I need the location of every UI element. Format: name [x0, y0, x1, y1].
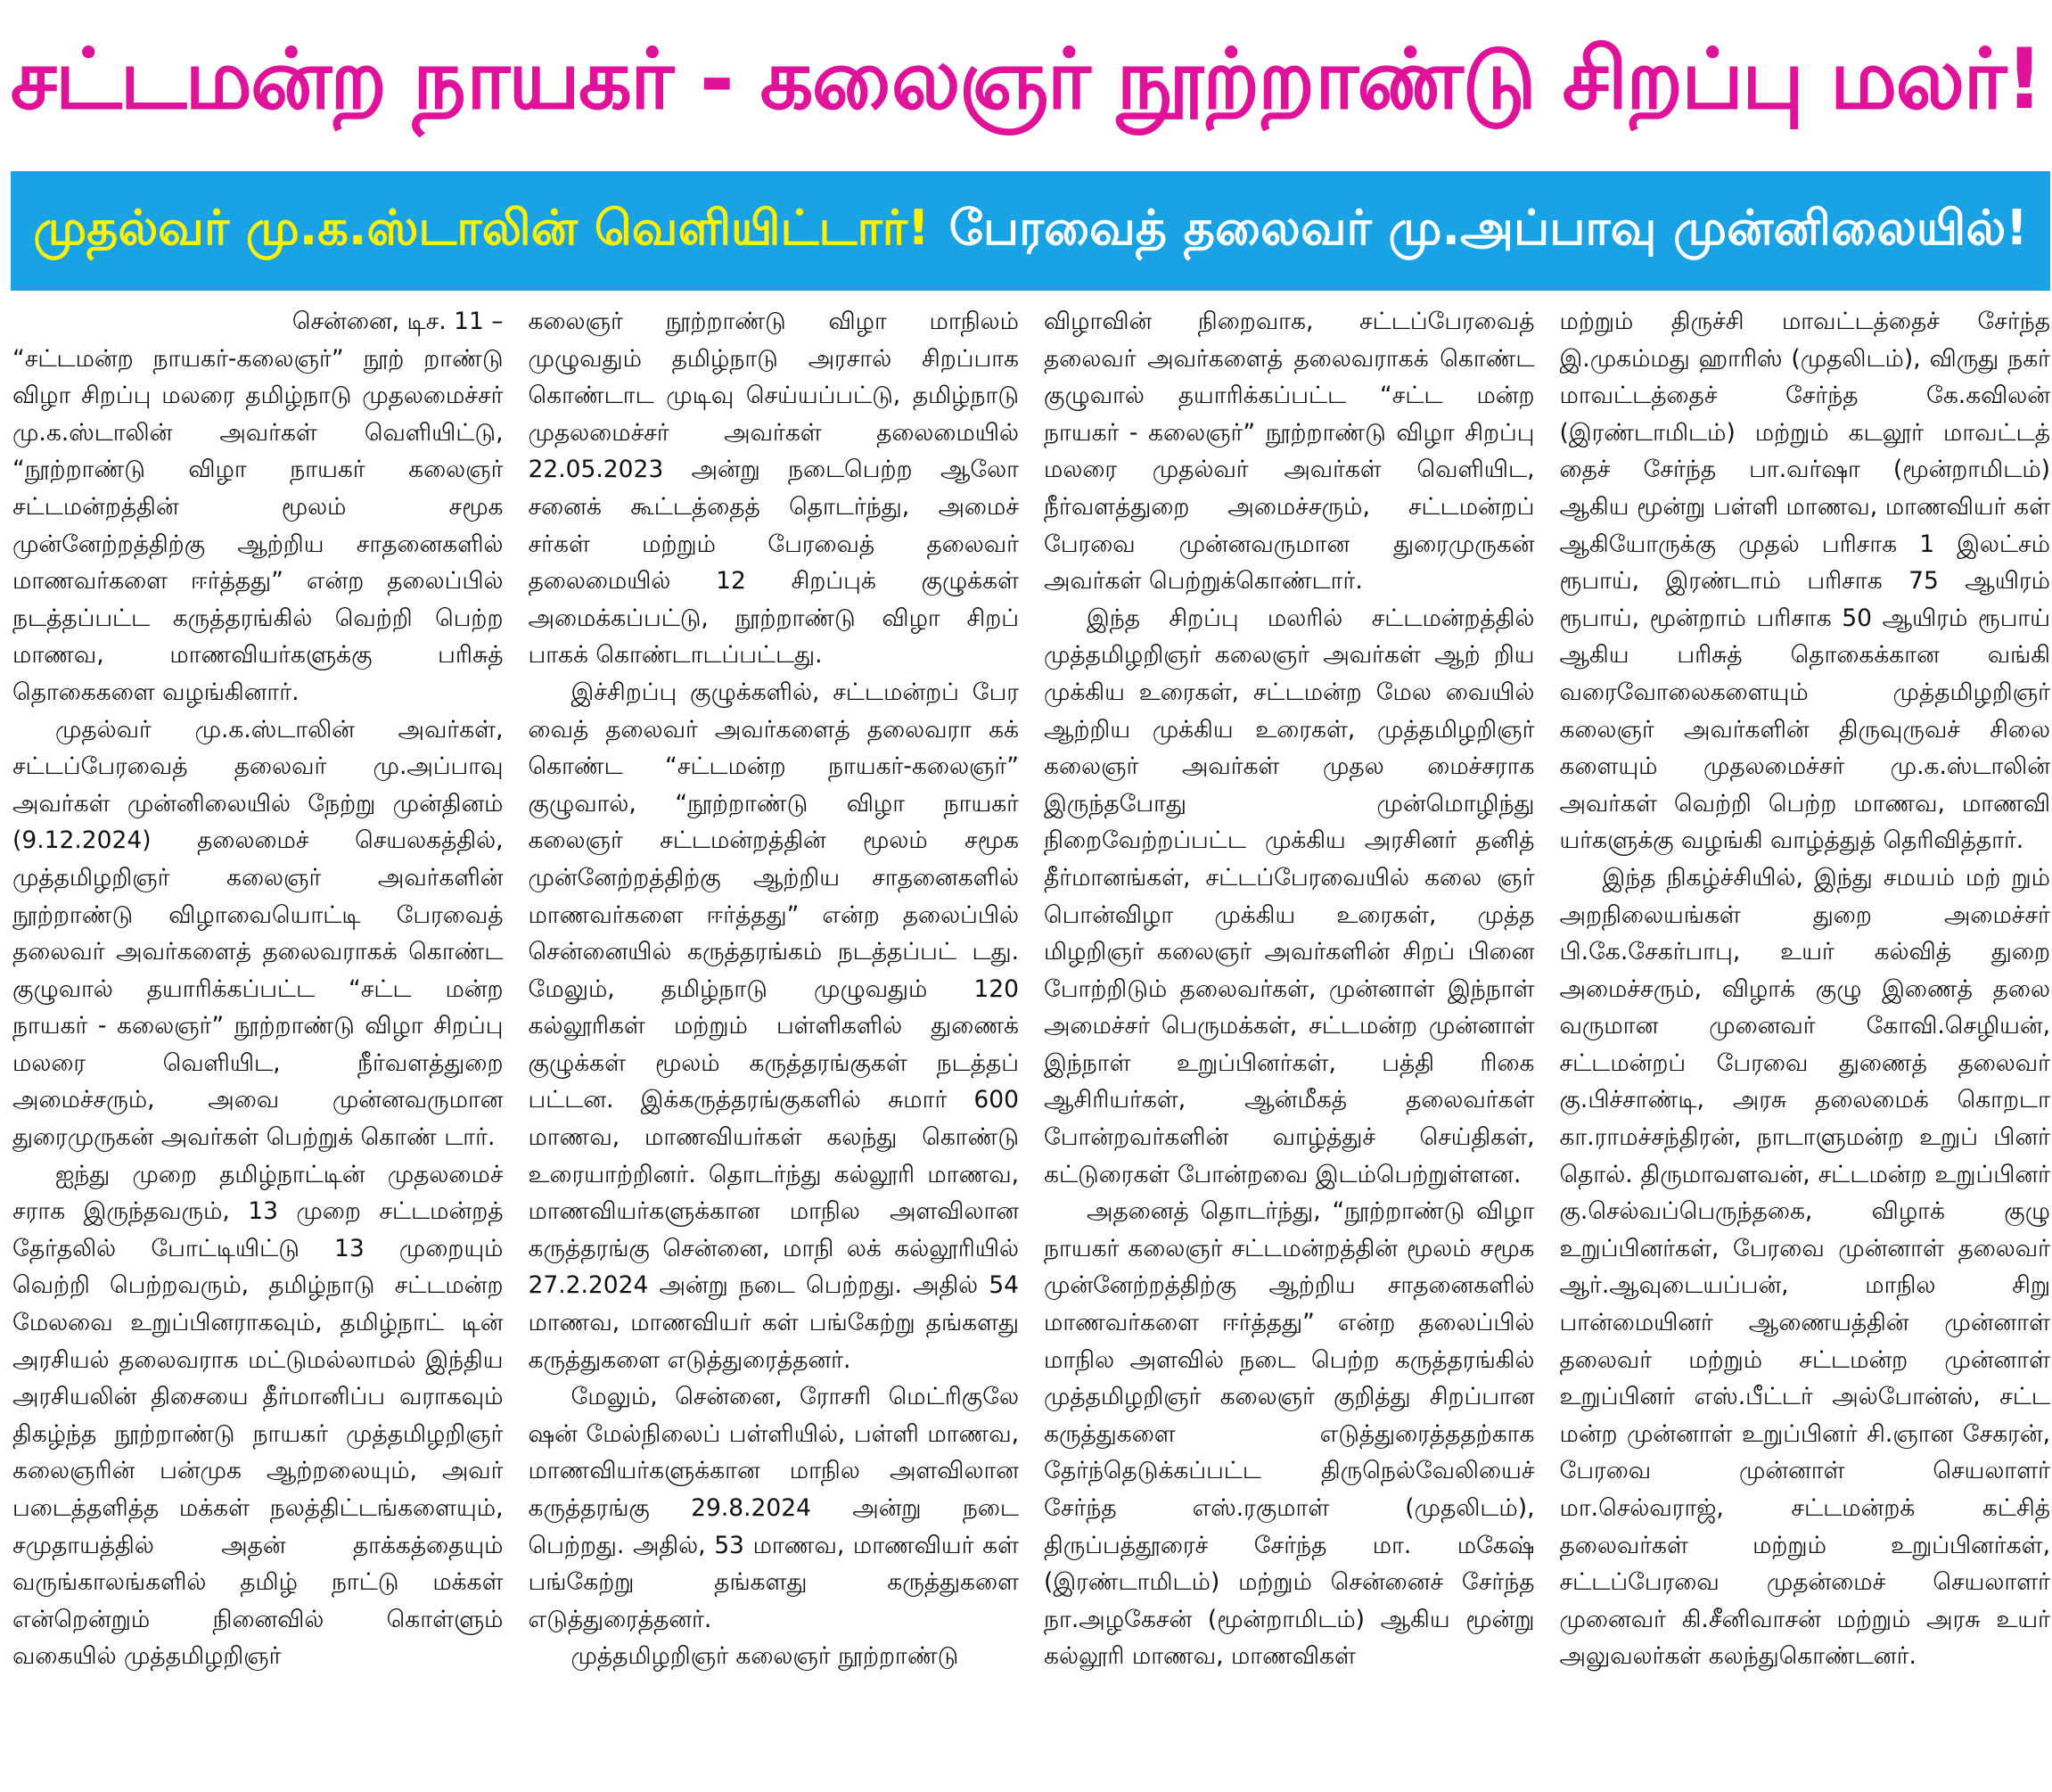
paragraph: மற்றும் திருச்சி மாவட்டத்தைச் சேர்ந்த இ.முகம்மது ஹாரிஸ் (முதலிடம்), விருது நகர் மாவட்டத்தைச் சேர்ந்த கே.கவிலன் (இரண்டாமிடம்) மற்றும் கடலூர் மாவட்டத் தைச் சேர்ந்த பா.வர்ஷா (மூன்றாமிடம்) ஆகிய மூன்று பள்ளி மாணவ, மாணவியர் கள் ஆகியோருக்கு முதல் பரிசாக 1 இலட்சம் ரூபாய், இரண்டாம் பரிசாக 75 ஆயிரம் ரூபாய், மூன்றாம் பரிசாக 50 ஆயிரம் ரூபாய் ஆகிய பரிசுத் தொகைக்கான வங்கி வரைவோலைகளையும் முத்தமிழறிஞர் கலைஞர் அவர்களின் திருவுருவச் சிலை களையும் முதலமைச்சர் மு.க.ஸ்டாலின் அவர்கள் வெற்றி பெற்ற மாணவ, மாணவி யர்களுக்கு வழங்கி வாழ்த்துத் தெரிவித்தார். [1559, 308, 2050, 855]
paragraph: முதல்வர் மு.க.ஸ்டாலின் அவர்கள், சட்டப்பேரவைத் தலைவர் மு.அப்பாவு அவர்கள் முன்னிலையில் நேற்று முன்தினம் (9.12.2024) தலைமைச் செயலகத்தில், முத்தமிழறிஞர் கலைஞர் அவர்களின் நூற்றாண்டு விழாவையொட்டி பேரவைத் தலைவர் அவர்களைத் தலைவராகக் கொண்ட குழுவால் தயாரிக்கப்பட்ட “சட்ட மன்ற நாயகர் - கலைஞர்” நூற்றாண்டு விழா சிறப்பு மலரை வெளியிட, நீர்வளத்துறை அமைச்சரும், அவை முன்னவருமான துரைமுருகன் அவர்கள் பெற்றுக் கொண் டார். [12, 715, 504, 1152]
headline: சட்டமன்ற நாயகர் - கலைஞர் நூற்றாண்டு சிறப்பு மலர்! [10, 30, 2042, 128]
subheadline-part1: முதல்வர் மு.க.ஸ்டாலின் வெளியிட்டார்! [33, 199, 930, 256]
subheadline-banner [11, 171, 2050, 291]
article-column-4 [1560, 303, 2051, 1788]
paragraph: “சட்டமன்ற நாயகர்-கலைஞர்” நூற் றாண்டு விழா சிறப்பு மலரை தமிழ்நாடு முதலமைச்சர் மு.க.ஸ்டாலின் அவர்கள் வெளியிட்டு, “நூற்றாண்டு விழா நாயகர் கலைஞர் சட்டமன்றத்தின் மூலம் சமூக முன்னேற்றத்திற்கு ஆற்றிய சாதனைகளில் மாணவர்களை ஈர்த்தது” என்ற தலைப்பில் நடத்தப்பட்ட கருத்தரங்கில் வெற்றி பெற்ற மாணவ, மாணவியர்களுக்கு பரிசுத் தொகைகளை வழங்கினார். [12, 344, 504, 706]
article-column-2 [529, 303, 1020, 1788]
subheadline-part2: பேரவைத் தலைவர் மு.அப்பாவு முன்னிலையில்! [948, 199, 2028, 256]
paragraph: இந்த நிகழ்ச்சியில், இந்து சமயம் மற் றும் அறநிலையங்கள் துறை அமைச்சர் பி.கே.சேகர்பாபு, உயர் கல்வித் துறை அமைச்சரும், விழாக் குழு இணைத் தலை வருமான முனைவர் கோவி.செழியன், சட்டமன்றப் பேரவை துணைத் தலைவர் கு.பிச்சாண்டி, அரசு தலைமைக் கொறடா கா.ராமச்சந்திரன், நாடாளுமன்ற உறுப் பினர் தொல். திருமாவளவன், சட்டமன்ற உறுப்பினர் கு.செல்வப்பெருந்தகை, விழாக் குழு உறுப்பினர்கள், பேரவை முன்னாள் தலைவர் ஆர்.ஆவுடையப்பன், மாநில சிறு பான்மையினர் ஆணையத்தின் முன்னாள் தலைவர் மற்றும் சட்டமன்ற முன்னாள் உறுப்பினர் எஸ்.பீட்டர் அல்போன்ஸ், சட்ட மன்ற முன்னாள் உறுப்பினர் சி.ஞான சேகரன், பேரவை முன்னாள் செயலாளர் மா.செல்வராஜ், சட்டமன்றக் கட்சித் தலைவர்கள் மற்றும் உறுப்பினர்கள், சட்டப்பேரவை முதன்மைச் செயலாளர் முனைவர் கி.சீனிவாசன் மற்றும் அரசு உயர் அலுவலர்கள் கலந்துகொண்டனர். [1559, 863, 2050, 1671]
paragraph: இந்த சிறப்பு மலரில் சட்டமன்றத்தில் முத்தமிழறிஞர் கலைஞர் அவர்கள் ஆற் றிய முக்கிய உரைகள், சட்டமன்ற மேல வையில் ஆற்றிய முக்கிய உரைகள், முத்தமிழறிஞர் கலைஞர் அவர்கள் முதல மைச்சராக இருந்தபோது முன்மொழிந்து நிறைவேற்றப்பட்ட முக்கிய அரசினர் தனித் தீர்மானங்கள், சட்டப்பேரவையில் கலை ஞர் பொன்விழா முக்கிய உரைகள், முத்த மிழறிஞர் கலைஞர் அவர்களின் சிறப் பினை போற்றிடும் தலைவர்கள், முன்னாள் இந்நாள் அமைச்சர் பெருமக்கள், சட்டமன்ற முன்னாள் இந்நாள் உறுப்பினர்கள், பத்தி ரிகை ஆசிரியர்கள், ஆன்மீகத் தலைவர்கள் போன்றவர்களின் வாழ்த்துச் செய்திகள், கட்டுரைகள் போன்றவை இடம்பெற்றுள்ளன. [1044, 604, 1535, 1188]
paragraph: விழாவின் நிறைவாக, சட்டப்பேரவைத் தலைவர் அவர்களைத் தலைவராகக் கொண்ட குழுவால் தயாரிக்கப்பட்ட “சட்ட மன்ற நாயகர் - கலைஞர்” நூற்றாண்டு விழா சிறப்பு மலரை முதல்வர் அவர்கள் வெளியிட, நீர்வளத்துறை அமைச்சரும், சட்டமன்றப் பேரவை முன்னவருமான துரைமுருகன் அவர்கள் பெற்றுக்கொண்டார். [1044, 308, 1535, 596]
paragraph: முத்தமிழறிஞர் கலைஞர் நூற்றாண்டு [570, 1642, 959, 1671]
paragraph: கலைஞர் நூற்றாண்டு விழா மாநிலம் முழுவதும் தமிழ்நாடு அரசால் சிறப்பாக கொண்டாட முடிவு செய்யப்பட்டு, தமிழ்நாடு முதலமைச்சர் அவர்கள் தலைமையில் 22.05.2023 அன்று நடைபெற்ற ஆலோ சனைக் கூட்டத்தைத் தொடர்ந்து, அமைச் சர்கள் மற்றும் பேரவைத் தலைவர் தலைமையில் 12 சிறப்புக் குழுக்கள் அமைக்கப்பட்டு, நூற்றாண்டு விழா சிறப் பாகக் கொண்டாடப்பட்டது. [528, 308, 1019, 670]
paragraph: இச்சிறப்பு குழுக்களில், சட்டமன்றப் பேர வைத் தலைவர் அவர்களைத் தலைவரா கக் கொண்ட “சட்டமன்ற நாயகர்-கலைஞர்” குழுவால், “நூற்றாண்டு விழா நாயகர் கலைஞர் சட்டமன்றத்தின் மூலம் சமூக முன்னேற்றத்திற்கு ஆற்றிய சாதனைகளில் மாணவர்களை ஈர்த்தது” என்ற தலைப்பில் சென்னையில் கருத்தரங்கம் நடத்தப்பட் டது. மேலும், தமிழ்நாடு முழுவதும் 120 கல்லூரிகள் மற்றும் பள்ளிகளில் துணைக் குழுக்கள் மூலம் கருத்தரங்குகள் நடத்தப் பட்டன. இக்கருத்தரங்குகளில் சுமார் 600 மாணவ, மாணவியர்கள் கலந்து கொண்டு உரையாற்றினர். தொடர்ந்து கல்லூரி மாணவ, மாணவியர்களுக்கான மாநில அளவிலான கருத்தரங்கு சென்னை, மாநி லக் கல்லூரியில் 27.2.2024 அன்று நடை பெற்றது. அதில் 54 மாணவ, மாணவியர் கள் பங்கேற்று தங்களது கருத்துகளை எடுத்துரைத்தனர். [528, 678, 1019, 1374]
article-column-1 [12, 303, 504, 1788]
paragraph: அதனைத் தொடர்ந்து, “நூற்றாண்டு விழா நாயகர் கலைஞர் சட்டமன்றத்தின் மூலம் சமூக முன்னேற்றத்திற்கு ஆற்றிய சாதனைகளில் மாணவர்களை ஈர்த்தது” என்ற தலைப்பில் மாநில அளவில் நடை பெற்ற கருத்தரங்கில் முத்தமிழறிஞர் கலைஞர் குறித்து சிறப்பான கருத்துகளை எடுத்துரைத்ததற்காக தேர்ந்தெடுக்கப்பட்ட திருநெல்வேலியைச் சேர்ந்த எஸ்.ரகுமாள் (முதலிடம்), திருப்பத்தூரைச் சேர்ந்த மா. மகேஷ் (இரண்டாமிடம்) மற்றும் சென்னைச் சேர்ந்த நா.அழகேசன் (மூன்றாமிடம்) ஆகிய மூன்று கல்லூரி மாணவ, மாணவிகள் [1044, 1197, 1535, 1671]
paragraph: ஐந்து முறை தமிழ்நாட்டின் முதலமைச் சராக இருந்தவரும், 13 முறை சட்டமன்றத் தேர்தலில் போட்டியிட்டு 13 முறையும் வெற்றி பெற்றவரும், தமிழ்நாடு சட்டமன்ற மேலவை உறுப்பினராகவும், தமிழ்நாட் டின் அரசியல் தலைவராக மட்டுமல்லாமல் இந்திய அரசியலின் திசையை தீர்மானிப்ப வராகவும் திகழ்ந்த நூற்றாண்டு நாயகர் முத்தமிழறிஞர் கலைஞரின் பன்முக ஆற்றலையும், அவர் படைத்தளித்த மக்கள் நலத்திட்டங்களையும், சமுதாயத்தில் அதன் தாக்கத்தையும் வருங்காலங்களில் தமிழ் நாட்டு மக்கள் என்றென்றும் நினைவில் கொள்ளும் வகையில் முத்தமிழறிஞர் [12, 1160, 504, 1671]
dateline: சென்னை, டிச. 11 – [291, 308, 504, 335]
article-column-3 [1044, 303, 1535, 1788]
article-body [12, 303, 2050, 1788]
paragraph: மேலும், சென்னை, ரோசரி மெட்ரிகுலே ஷன் மேல்நிலைப் பள்ளியில், பள்ளி மாணவ, மாணவியர்களுக்கான மாநில அளவிலான கருத்தரங்கு 29.8.2024 அன்று நடை பெற்றது. அதில், 53 மாணவ, மாணவியர் கள் பங்கேற்று தங்களது கருத்துகளை எடுத்துரைத்தனர். [528, 1383, 1019, 1633]
